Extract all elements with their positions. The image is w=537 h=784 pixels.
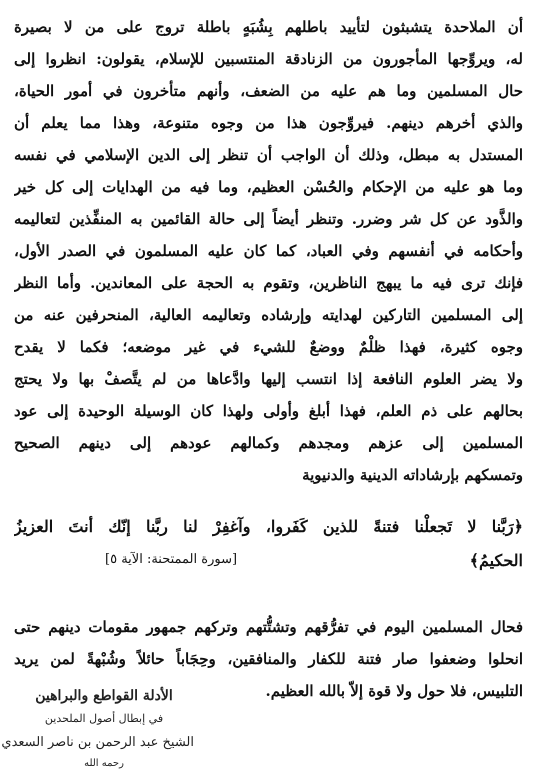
verse-citation: [سورة الممتحنة: الآية ٥] — [105, 552, 238, 567]
source-honorific: رحمه الله — [84, 758, 124, 769]
source-book-subtitle: في إبطال أصول الملحدين — [44, 712, 164, 725]
paragraph-line: انحلوا وضعفوا صار فتنة للكفار والمنافقين، وحِجَاباً حائلاً وشُبْهةً لمن يريد — [14, 650, 523, 668]
paragraph-line: فحال المسلمين اليوم في تفرُّقهم وتشتُّتهم وتركهم جمهور مقومات دينهم حتى — [14, 618, 523, 636]
paragraph-line: بحالهم على ذم العلم، فهذا أبلغ وأولى ولهذا كان الوسيلة الوحيدة إلى عود — [14, 402, 523, 420]
paragraph-line: والذَّود عن كل شر وضرر. وتنظر أيضاً إلى حالة القائمين به المنفِّذين لتعاليمه — [14, 210, 523, 228]
paragraph-line: أن الملاحدة يتشبثون لتأييد باطلهم بِشُبَهٍ باطلة تروج على من لا بصيرة — [14, 18, 523, 36]
verse-line: الحكيمُ﴾ — [469, 551, 523, 570]
paragraph-line: والذي أخرهم دينهم. فيروِّجون هذا من وجوه متنوعة، وهذا مما يعلم أن — [14, 114, 523, 132]
paragraph-line: إلى المسلمين التاركين لهدايته وإرشاده وتعاليمه العالية، المنحرفين عنه من — [14, 306, 523, 324]
verse-line: ﴿رَبَّنا لا تَجعلْنا فتنةً للذين كَفَروا، وآغفِرْ لنا ربَّنا إنّك أنتَ العزيزُ — [14, 517, 523, 536]
paragraph-line: فإنك ترى فيه ما يبهج الناظرين، وتقوم به الحجة على المعاندين. وأما النظر — [14, 274, 523, 292]
paragraph-line: وما هو عليه من الإحكام والحُسْن العظيم، وما فيه من الهدايات إلى كل خير — [14, 178, 523, 196]
source-book-title: الأدلة القواطع والبراهين — [35, 688, 173, 704]
paragraph-line: له، ويروِّجها المأجورون من الزنادقة المنتسبين للإسلام، يقولون: انظروا إلى — [14, 50, 523, 68]
paragraph-line: المستدل به مبطل، وذلك أن الواجب أن تنظر إلى الدين الإسلامي في نفسه — [14, 146, 523, 164]
source-author: الشيخ عبد الرحمن بن ناصر السعدي — [1, 735, 194, 750]
paragraph-line: وجوه كثيرة، فهذا ظلْمٌ ووضعٌ للشيء في غير موضعه؛ فكما لا يقدح — [14, 338, 523, 356]
paragraph-line: ولا يضر العلوم النافعة إذا انتسب إليها وادَّعاها من لم يتَّصفْ بها ولا يحتج — [14, 370, 523, 388]
paragraph-line: التلبيس، فلا حول ولا قوة إلاّ بالله العظيم. — [265, 682, 523, 700]
paragraph-line: وتمسكهم بإرشاداته الدينية والدنيوية — [302, 466, 523, 484]
paragraph-line: وأحكامه في أنفسهم وفي العباد، كما كان عليه المسلمون في الصدر الأول، — [14, 242, 523, 260]
paragraph-line: حال المسلمين وما هم عليه من الضعف، وأنهم متأخرون في أمور الحياة، — [14, 82, 523, 100]
paragraph-line: المسلمين إلى عزهم ومجدهم وكمالهم عودهم إلى دينهم الصحيح — [14, 434, 523, 452]
